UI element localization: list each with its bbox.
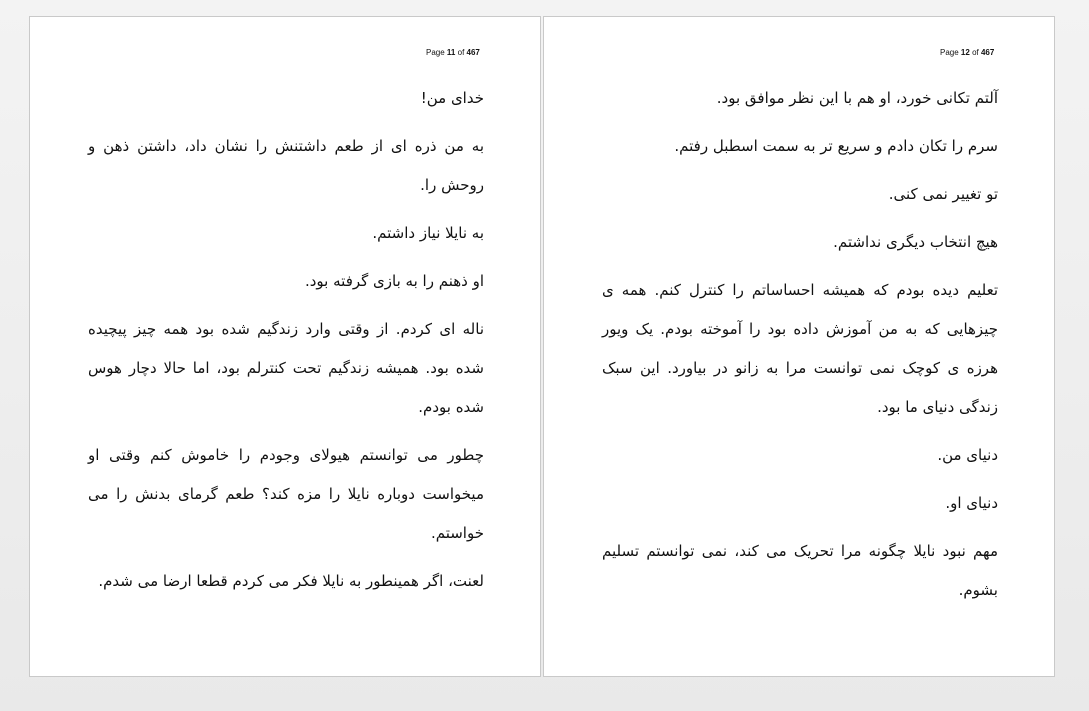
of-label: of (972, 48, 979, 57)
page-text (602, 79, 998, 619)
page-number: 11 (446, 48, 456, 57)
page-label: Page (426, 48, 445, 57)
paragraph: هیچ انتخاب دیگری نداشتم. (833, 233, 998, 251)
page-total: 467 (980, 48, 995, 57)
paragraph: مهم نبود نایلا چگونه مرا تحریک می کند، نمی توانستم تسلیم بشوم. (602, 542, 998, 599)
paragraph: لعنت، اگر همینطور به نایلا فکر می کردم قطعا ارضا می شدم. (98, 572, 484, 590)
paragraph: سرم را تکان دادم و سریع تر به سمت اسطبل رفتم. (674, 137, 998, 155)
page-number: 12 (960, 48, 970, 57)
paragraph: خدای من! (420, 89, 484, 107)
paragraph: او ذهنم را به بازی گرفته بود. (304, 272, 484, 290)
paragraph: به من ذره ای از طعم داشتنش را نشان داد، داشتن ذهن و روحش را. (88, 137, 484, 194)
of-label: of (457, 48, 465, 57)
paragraph: دنیای من. (937, 446, 998, 464)
page-12 (543, 16, 1055, 677)
page-label: Page (940, 48, 959, 57)
paragraph: تعلیم دیده بودم که همیشه احساساتم را کنترل کنم. همه ی چیزهایی که به من آموزش داده بود را آموخته بودم. یک ویور هرزه ی کوچک نمی توانست مرا به زانو در بیاورد. این سبک زندگی دنیای ما بود. (602, 281, 998, 416)
page-total: 467 (466, 48, 480, 57)
page-number-header (940, 48, 994, 57)
page-number-header (426, 48, 480, 57)
page-11 (29, 16, 541, 677)
paragraph: دنیای او. (945, 494, 998, 512)
paragraph: به نایلا نیاز داشتم. (372, 224, 484, 242)
paragraph: تو تغییر نمی کنی. (888, 185, 998, 203)
paragraph: آلتم تکانی خورد، او هم با این نظر موافق بود. (716, 89, 998, 107)
paragraph: ناله ای کردم. از وقتی وارد زندگیم شده بود همه چیز پیچیده شده بود. همیشه زندگیم تحت کنترلم بود، اما حالا دچار هوس شده بودم. (88, 320, 484, 416)
paragraph: چطور می توانستم هیولای وجودم را خاموش کنم وقتی او میخواست دوباره نایلا را مزه کند؟ طعم گرمای بدنش را می خواستم. (88, 446, 484, 542)
page-text (88, 79, 484, 610)
